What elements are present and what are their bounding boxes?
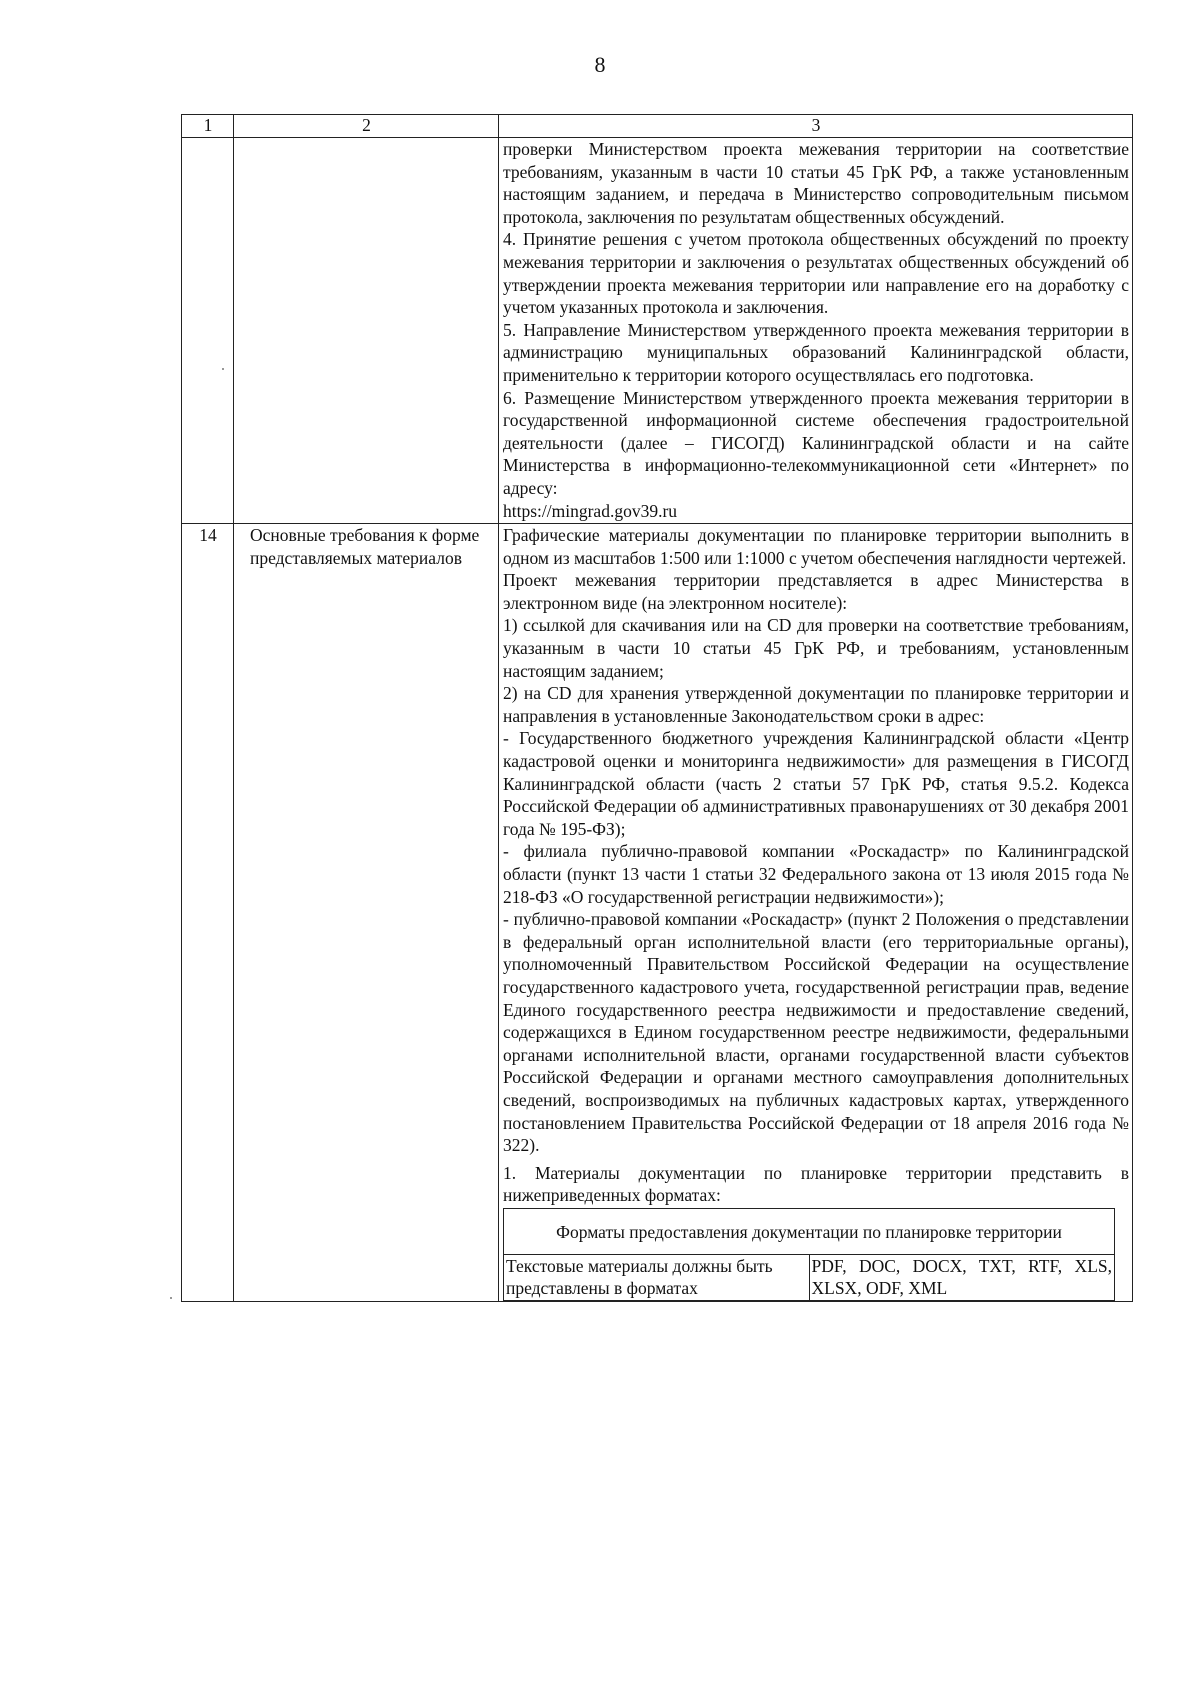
row-number-cell-empty [182,138,234,524]
table-row-14 [182,524,1133,1302]
website-link[interactable]: https://mingrad.gov39.ru [503,500,678,521]
paragraph-item-2: 2) на CD для хранения утвержденной документации по планировке территории и направления в установленные Законодательством сроки в адрес: [503,683,1129,726]
paragraph-gbu: - Государственного бюджетного учреждения Калининградской области «Центр кадастровой оценки и мониторинга недвижимости» для размещения в ГИСОГД Калининградской области (часть 2 статьи 57 ГрК РФ, статья 9.5.2. Кодекса Российской Федерации об административных правонарушениях от 30 декабря 2001 года № 195-ФЗ); [503,728,1129,839]
formats-table-row [504,1254,1115,1300]
paragraph-review: проверки Министерством проекта межевания территории на соответствие требованиям, указанным в части 10 статьи 45 ГрК РФ, а также установленным настоящим заданием, и передача в Министерство сопроводительным письмом протокола, заключения по результатам общественных обсуждений. [503,139,1129,227]
formats-label: Текстовые материалы должны быть представлены в форматах [504,1254,810,1300]
paragraph-formats-intro: 1. Материалы документации по планировке территории представить в нижеприведенных форматах: [503,1162,1129,1206]
paragraph-roskadastr: - публично-правовой компании «Роскадастр» (пункт 2 Положения о представлении в федеральный орган исполнительной власти (его территориальные органы), уполномоченный Правительством Российской Федерации на осуществление государственного кадастрового учета, государственной регистрации прав, ведение Единого государственного реестра недвижимости и предоставление сведений, содержащихся в Едином государственном реестре недвижимости, федеральными органами исполнительной власти, органами государственной власти субъектов Российской Федерации и органами местного самоуправления дополнительных сведений, воспроизводимых на публичных кадастровых картах, утвержденного постановлением Правительства Российской Федерации от 18 апреля 2016 года № 322). [503,909,1129,1156]
row-title: Основные требования к форме представляемых материалов [234,524,499,1302]
paragraph-decision: 4. Принятие решения с учетом протокола общественных обсуждений по проекту межевания территории и заключения о результатах общественных обсуждений об утверждении проекта межевания территории или направление его на доработку с учетом указанных протокола и заключения. [503,229,1129,318]
table-header-row [182,115,1133,138]
paragraph-graphics-scale: Графические материалы документации по планировке территории выполнить в одном из масштабов 1:500 или 1:1000 с учетом обеспечения наглядности чертежей. [503,525,1129,568]
row-content-cell [499,524,1133,1302]
column-header-2: 2 [234,115,499,138]
row-title-cell-empty [234,138,499,524]
paragraph-placement: 6. Размещение Министерством утвержденного проекта межевания территории в государственной информационной системе обеспечения градостроительной деятельности (далее – ГИСОГД) Калининградской области и на сайте Министерства в информационно-телекоммуникационной сети «Интернет» по адресу: [503,387,1129,498]
formats-table-header-row [504,1208,1115,1254]
table-row-continuation [182,138,1133,524]
column-header-3: 3 [499,115,1133,138]
scan-artifact-dot [222,368,224,370]
formats-table [503,1208,1115,1301]
row-number: 14 [182,524,234,1302]
page-number: 8 [594,52,606,77]
formats-table-header: Форматы предоставления документации по планировке территории [504,1208,1115,1254]
scan-artifact-dot [170,1297,172,1299]
requirements-table [181,114,1133,1302]
paragraph-item-1: 1) ссылкой для скачивания или на CD для проверки на соответствие требованиям, указанным в части 10 статьи 45 ГрК РФ, и требованиям, установленным настоящим заданием; [503,615,1129,681]
formats-value: PDF, DOC, DOCX, TXT, RTF, XLS, XLSX, ODF, XML [809,1254,1115,1300]
paragraph-electronic-form: Проект межевания территории представляется в адрес Министерства в электронном виде (на электронном носителе): [503,570,1129,613]
paragraph-direction: 5. Направление Министерством утвержденного проекта межевания территории в администрацию муниципальных образований Калининградской области, применительно к территории которого осуществлялась его подготовка. [503,319,1129,385]
column-header-1: 1 [182,115,234,138]
paragraph-filial: - филиала публично-правовой компании «Роскадастр» по Калининградской области (пункт 13 части 1 статьи 32 Федерального закона от 13 июля 2015 года № 218-ФЗ «О государственной регистрации недвижимости»); [503,841,1129,907]
row-content-cell [499,138,1133,524]
